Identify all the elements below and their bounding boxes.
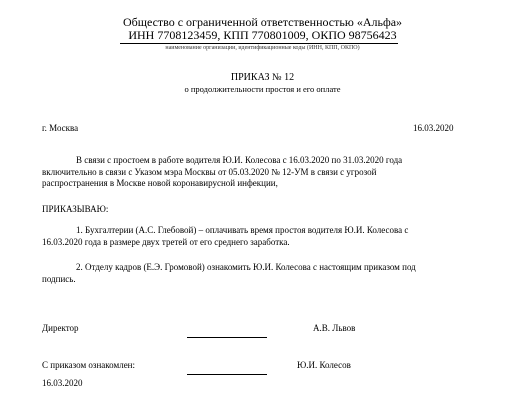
order-city: г. Москва [42,123,79,133]
intro-line-1: В связи с простоем в работе водителя Ю.И. Колесова с 16.03.2020 по 31.03.2020 года [76,155,403,165]
director-label: Директор [42,323,79,333]
item-2-line-2: подпись. [42,273,76,284]
intro-line-3: распространения в Москве новой коронавирусной инфекции, [42,178,278,188]
decree-heading: ПРИКАЗЫВАЮ: [42,204,109,214]
order-date: 16.03.2020 [413,123,454,133]
item-1-line-1: 1. Бухгалтерии (А.С. Глебовой) – оплачивать время простоя водителя Ю.И. Колесова с [76,225,409,235]
intro-line-2: включительно в связи с Указом мэра Москвы от 05.03.2020 № 12-УМ в связи с угрозой [42,166,377,177]
organization-note: наименование организации, идентификационные коды (ИНН, КПП, ОКПО) [165,45,360,51]
item-2-line-1: 2. Отделу кадров (Е.Э. Громовой) ознакомить Ю.И. Колесова с настоящим приказом под [76,262,416,272]
acknowledgement-date: 16.03.2020 [42,378,83,388]
director-name: А.В. Львов [313,323,356,333]
organization-codes: ИНН 7708123459, КПП 770801009, ОКПО 98756423 [128,28,397,42]
order-subtitle: о продолжительности простоя и его оплате [184,84,341,94]
item-1-line-2: 16.03.2020 года в размере двух третей от его среднего заработка. [42,236,290,247]
organization-name: Общество с ограниченной ответственностью «Альфа» [122,15,403,29]
order-item-1 [42,225,482,248]
intro-paragraph [42,155,482,190]
director-signature-line [187,337,267,338]
acknowledgement-signature-line [187,374,267,375]
order-title: ПРИКАЗ № 12 [230,72,295,83]
header-divider [120,43,398,44]
acknowledgement-label: С приказом ознакомлен: [42,360,136,370]
acknowledgement-name: Ю.И. Колесов [297,360,351,370]
order-item-2 [42,262,482,285]
